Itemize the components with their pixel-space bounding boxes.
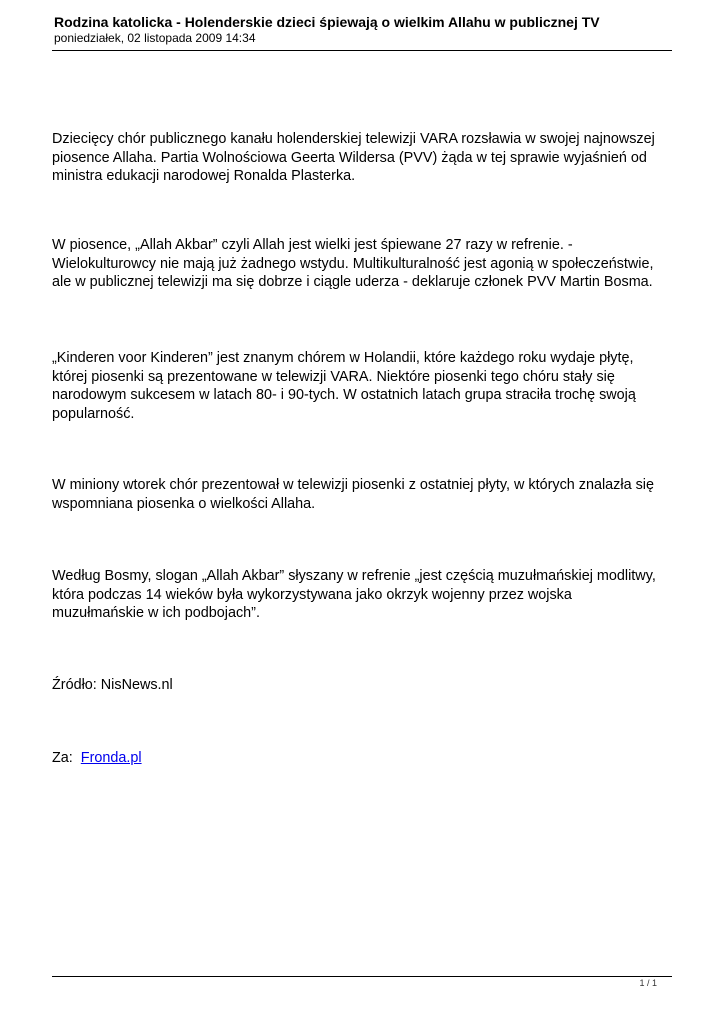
article-title: Rodzina katolicka - Holenderskie dzieci śpiewają o wielkim Allahu w publicznej TV [54, 14, 600, 30]
paragraph-1: Dziecięcy chór publicznego kanału holenderskiej telewizji VARA rozsławia w swojej najnowszej piosence Allaha. Partia Wolnościowa Geerta Wildersa (PVV) żąda w tej sprawie wyjaśnień od ministra edukacji narodowej Ronalda Plasterka. [52, 131, 655, 184]
fronda-link[interactable]: Fronda.pl [80, 750, 142, 766]
header-divider [52, 50, 672, 51]
paragraph-4: W miniony wtorek chór prezentował w telewizji piosenki z ostatniej płyty, w których znalazła się wspomniana piosenka o wielkości Allaha. [52, 477, 654, 512]
via-line [52, 749, 142, 768]
paragraph-2: W piosence, „Allah Akbar” czyli Allah jest wielki jest śpiewane 27 razy w refrenie. - Wielokulturowcy nie mają już żadnego wstydu. Multikulturalność jest agonią w społeczeństwie, ale w publicznej telewizji ma się dobrze i ciągle uderza - deklaruje członek PVV Martin Bosma. [52, 237, 654, 290]
paragraph-5: Według Bosmy, slogan „Allah Akbar” słyszany w refrenie „jest częścią muzułmańskiej modlitwy, która podczas 14 wieków była wykorzystywana jako okrzyk wojenny przez wojska muzułmańskie w ich podbojach”. [52, 568, 656, 621]
paragraph-3: „Kinderen voor Kinderen” jest znanym chórem w Holandii, które każdego roku wydaje płytę, której piosenki są prezentowane w telewizji VARA. Niektóre piosenki tego chóru stały się narodowym sukcesem w latach 80- i 90-tych. W ostatnich latach grupa straciła trochę swoją popularność. [52, 350, 636, 422]
footer-divider [52, 976, 672, 977]
article-date: poniedziałek, 02 listopada 2009 14:34 [54, 31, 256, 45]
source-line: Źródło: NisNews.nl [52, 677, 173, 693]
via-label: Za: [52, 750, 73, 766]
page-header [54, 14, 672, 45]
page-number: 1 / 1 [639, 978, 657, 988]
